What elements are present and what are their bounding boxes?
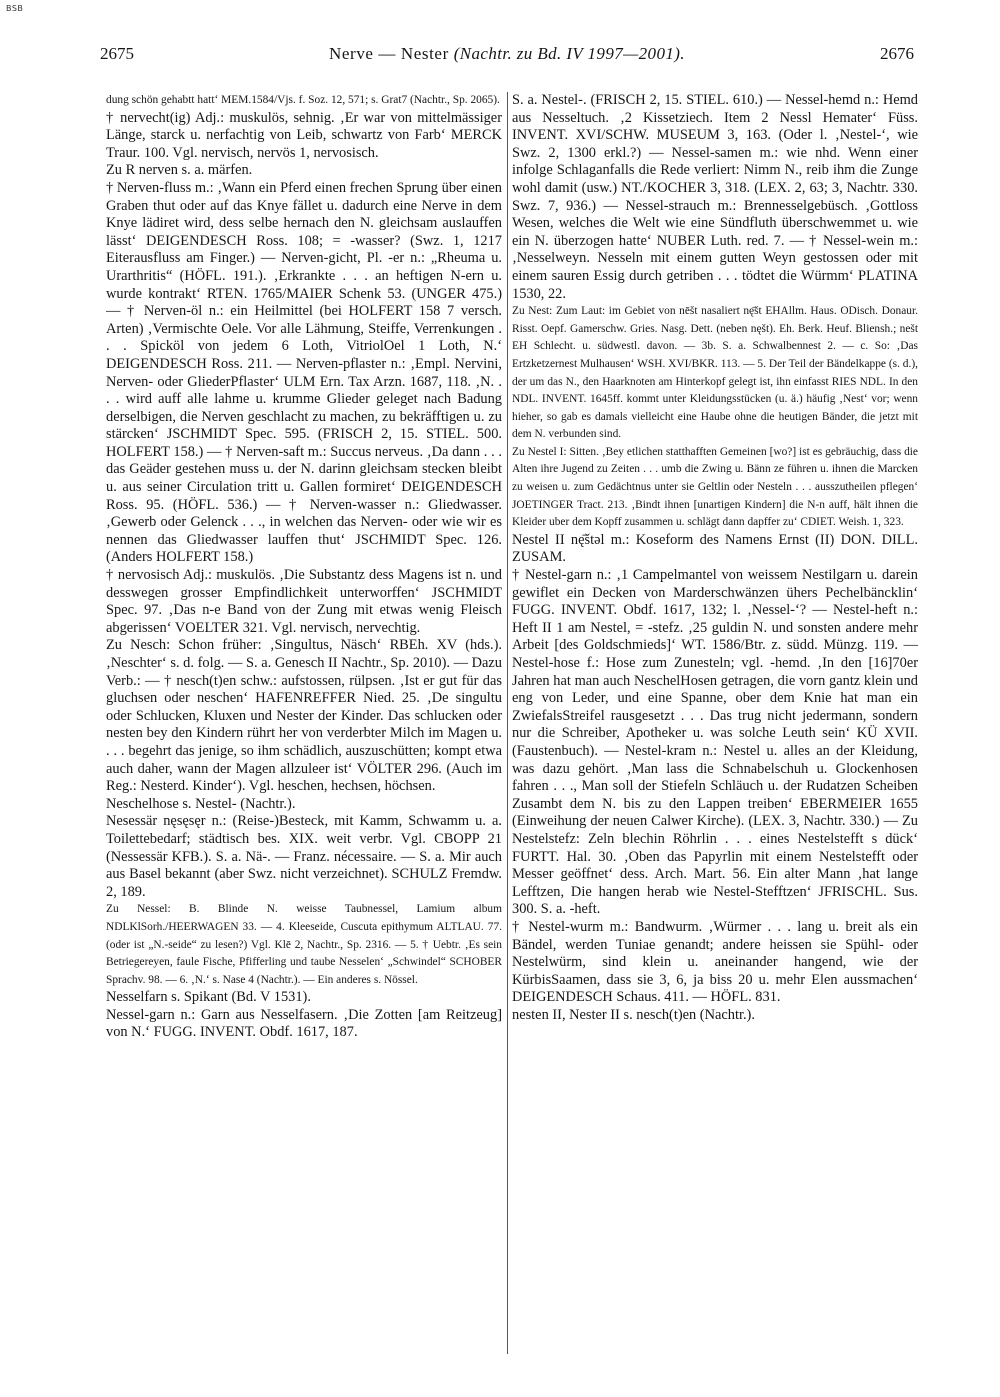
right-entry: † Nestel-wurm m.: Bandwurm. ‚Würmer . . . lang u. breit als ein Bändel, werden Tuniae genandt; andere heissen sie Spühl- oder Nestelwürm, sind klein u. aneinander hangend, wie der KürbisSaamen, dass sie 3, 6, ja biss 20 u. mehr Elen aussmachen‘ DEIGENDESCH Schaus. 411. — HÖFL. 831. [512,918,918,1006]
right-column [512,92,918,1392]
right-entry: Zu Nestel I: Sitten. ‚Bey etlichen statthafften Gemeinen [wo?] ist es gebräuchig, dass die Alten ihre Jugend zu Zeiten . . . umb die Zwing u. Bänn ze führen u. ihnen die Marcken zu weisen u. zum Gedächtnus unter sie Geltlin oder Nesteln . . . ausszutheilen pflegen‘ JOETINGER Tract. 213. ‚Bindt ihnen [unartigen Kindern] die N-n auff, hält ihnen die Kleider uber dem Kopff zusammen u. schlägt dann dapffer zu‘ CDIET. Weish. 1, 323. [512,445,918,529]
left-entry: Zu Nesch: Schon früher: ‚Singultus, Näsch‘ RBEh. XV (hds.). ‚Neschter‘ s. d. folg. — S. a. Genesch II Nachtr., Sp. 2010). — Dazu Verb.: — † nesch(t)en schw.: aufstossen, rülpsen. ‚Ist er gut für das gluchsen oder neschen‘ HAFENREFFER Nied. 25. ‚De singultu oder Schlucken, Kluxen und Nester der Kinder. Das schlucken oder nesten bey den Kindern rührt her von verderbter Milch im Magen u. . . . begehrt das jenige, so ihm schädlich, auszuschütten; kompt etwa auch daher, wann der Magen allzuleer ist‘ VÖLTER 296. (Auch im Reg.: Nesterd. Kinder‘). Vgl. heschen, hechsen, höchsen. [106,637,502,795]
left-entry: Nesselfarn s. Spikant (Bd. V 1531). [106,989,311,1006]
library-stamp: BSB [6,4,24,13]
left-entry: † Nerven-fluss m.: ‚Wann ein Pferd einen frechen Sprung über einen Graben thut oder auf das Knye fället u. dadurch eine Nerve in dem Knye lädiret wird, dess selbe hernach den N. gleichsam auslauffen lässt‘ DEIGENDESCH Ross. 108; = -wasser? (Swz. 1, 1217 Eiterausfluss am Finger.) — Nerven-gicht, Pl. -er n.: „Rheuma u. Urarthritis“ (HÖFL. 191.). ‚Erkrankte . . . an heftigen N-ern u. wurde kontrakt‘ RTEN. 1765/MAIER Schenk 53. (UNGER 475.) — † Nerven-öl n.: ein Heilmittel (bei HOLFERT 158 7 versch. Arten) ‚Vermischte Oele. Vor alle Lähmung, Steiffe, Verrenkungen . . . Spicköl von jedem 6 Loth, VitriolOel 1 Loth, N.‘ DEIGENDESCH Ross. 211. — Nerven-pflaster n.: ‚Empl. Nervini, Nerven- oder GliederPflaster‘ ULM Ern. Tax Arzn. 1687, 118. ‚N. . . . wird auff alle lahme u. krumme Glieder geleget nach Badung derselbigen, die Nerven geschlacht zu machen, zu bekräfftigen u. zu stärcken‘ JSCHMIDT Spec. 595. (FRISCH 2, 15. STIEL. 500. HOLFERT 158.) — † Nerven-saft m.: Succus nerveus. ‚Da dann . . . das Geäder gestehen muss u. der N. darinn gleichsam stecken bleibt u. aus seiner Circulation tritt u. Gallen formiret‘ DEIGENDESCH Ross. 95. (HÖFL. 536.) — † Nerven-wasser n.: Gliedwasser. ‚Gewerb oder Gelenck . . ., in welchen das Nerven- oder wie wir es nennen das Gliedwasser lauffen thut‘ JSCHMIDT Spec. 126. (Anders HOLFERT 158.) [106,179,502,566]
right-entry: nesten II, Nester II s. nesch(t)en (Nachtr.). [512,1006,755,1023]
left-entry: Zu R nerven s. a. märfen. [106,162,253,179]
page-number-left: 2675 [100,44,134,63]
right-entry: S. a. Nestel-. (FRISCH 2, 15. STIEL. 610.) — Nessel-hemd n.: Hemd aus Nesseltuch. ‚2 Kissetziech. Item 2 Nessl Hemater‘ Füss. INVENT. XVI/SCHW. MUSEUM 3, 163. (Oder l. ‚Nestel-‘, wie Swz. 2, 1300 erkl.?) — Nessel-samen m.: wie nhd. Wenn einer infolge Schlaganfalls die Rede verliert: Nimm N., reib ihm die Zunge wohl damit (usw.) NT./KOCHER 3, 318. (LEX. 2, 63; 3, Nachtr. 330. Swz. 7, 936.) — Nessel-strauch m.: Brennesselgebüsch. ‚Gottloss Wesen, welches die Welt wie eine Sündfluth überschwemmet u. wie ein N. überzogen hatte‘ NUBER Luth. red. 7. — † Nessel-wein m.: ‚Nesselweyn. Nesseln mit einem gutten Weyn gestossen oder mit einem sauren Essig durch getriben . . . tödtet die Würmm‘ PLATINA 1530, 22. [512,92,918,302]
left-entry: † nervecht(ig) Adj.: muskulös, sehnig. ‚Er war von mittelmässiger Länge, starck u. nerfachtig von Leib, schwartz von Farb‘ MERCK Traur. 100. Vgl. nervisch, nervös 1, nervosisch. [106,109,502,161]
left-entry: Nessel-garn n.: Garn aus Nesselfasern. ‚Die Zotten [am Reitzeug] von N.‘ FUGG. INVENT. Obdf. 1617, 187. [106,1006,502,1041]
left-entry: dung schön gehabtt hatt‘ MEM.1584/Vjs. f. Soz. 12, 571; s. Grat7 (Nachtr., Sp. 2065). [106,94,500,106]
right-entry: † Nestel-garn n.: ‚1 Campelmantel von weissem Nestilgarn u. darein gewiflet ein Decken von Marderschwänzen ühers Pechelbäncklin‘ FUGG. INVENT. Obdf. 1617, 132; l. ‚Nessel-‘? — Nestel-heft n.: Heft II 1 am Nestel, = -stefz. ‚25 guldin N. und sonsten andere mehr Arbeit [des Goldschmieds]‘ WT. 1586/Btr. z. südd. Münzg. 119. — Nestel-hose f.: Hose zum Zunesteln; vgl. -hemd. ‚In den [16]70er Jahren hat man auch NeschelHosen getragen, die vorn gantz klein und eng von Leder, und eine Spanne, ober dem Knie hat man ein ZwiefalsStreifel rausgesetzt . . . Das trug nicht jedermann, sondern nur die Schreiber, Apotheker u. was solche Leuth sein‘ KÜ XVII. (Faustenbuch). — Nestel-kram n.: Nestel u. alles an der Kleidung, was dazu gehört. ‚Man lass die Schnabelschuh u. Glockenhosen fahren . . ., Man soll der Stiefeln Schläuch u. der Rudatzen Scheiben Zusambt dem N. bis zu den Lappen treiben‘ EBERMEIER 1655 (Einweihung der neuen Calwer Kirche). (LEX. 3, Nachtr. 330.) — Zu Nestelstefz: Zeln blechin Röhrlin . . . eines Nestelstefft s dück‘ FURTT. Hal. 30. ‚Oben das Papyrlin mit einem Nestelstefft oder Messer geöffnet‘ dess. Arch. Mart. 56. Ein alter Mann ‚hat lange Lefftzen, Die hangen herab wie Nestel-Stefftzen‘ JFRISCHL. Sus. 300. S. a. -heft. [512,567,918,918]
running-title [180,44,834,64]
left-entry: Zu Nessel: B. Blinde N. weisse Taubnessel, Lamium album NDLKlSorh./HEERWAGEN 33. — 4. Kleeseide, Cuscuta epithymum ALTLAU. 77. (oder ist „N.-seide“ zu lesen?) Vgl. Klē 2, Nachtr., Sp. 2316. — 5. † Uebtr. ‚Es sein Betriegereyen, faule Fische, Pfifferling und taube Nesselen‘ „Schwindel“ SCHOBER Sprachv. 98. — 6. ‚N.‘ s. Nase 4 (Nachtr.). — Ein anderes s. Nössel. [106,903,502,986]
page-header [100,44,914,70]
column-divider [507,92,508,1354]
page-number-right: 2676 [880,44,914,63]
left-entry: † nervosisch Adj.: muskulös. ‚Die Substantz dess Magens ist n. und desswegen grosser Empfindlichkeit unterworffen‘ JSCHMIDT Spec. 97. ‚Das n-e Band von der Zung mit etwas wenig Fleisch abgerissen‘ VOELTER 321. Vgl. nervisch, nervechtig. [106,567,502,636]
running-title-note: (Nachtr. zu Bd. IV 1997—2001). [453,44,685,63]
left-entry: Nesessär nęsęsęr n.: (Reise-)Besteck, mit Kamm, Schwamm u. a. Toilettebedarf; städtisch bes. XIX. weit verbr. Vgl. CBOPP 21 (Nessessär KFB.). S. a. Nä-. — Franz. nécessaire. — S. a. Mir auch aus Basel bekannt (aber Swz. nicht verzeichnet). SCHULZ Fremdw. 2, 189. [106,813,502,900]
right-entry: Zu Nest: Zum Laut: im Gebiet von nēšt nasaliert nę̄št EHAllm. Haus. ODisch. Donaur. Risst. Oepf. Gamerschw. Gries. Nasg. Dett. (neben nęšt). Eh. Berk. Heuf. Bliensh.; nešt EH Schlecht. u. südwestl. davon. — 3b. S. a. Schwalbennest 2. — c. So: ‚Das Ertzketzernest Mulhausen‘ WSH. XVI/BKR. 113. — 5. Der Teil der Bändelkappe (s. d.), der um das N., den Haarknoten am Hinterkopf gelegt ist, ihn einfasst RIES NDL. In den NDL. INVENT. 1645ff. kommt unter Kleidungsstücken (u. ä.) häufig ‚Nest‘ vor; wenn hieher, so gab es damals vielleicht eine Haube ohne die heutigen Bänder, die jetzt mit dem N. verbunden sind. [512,305,918,441]
left-column [106,92,502,1392]
running-title-head: Nerve — Nester [329,44,449,63]
left-entry: Neschelhose s. Nestel- (Nachtr.). [106,795,296,812]
right-entry: Nestel II nę̄štəl m.: Koseform des Namens Ernst (II) DON. DILL. ZUSAM. [512,531,918,566]
